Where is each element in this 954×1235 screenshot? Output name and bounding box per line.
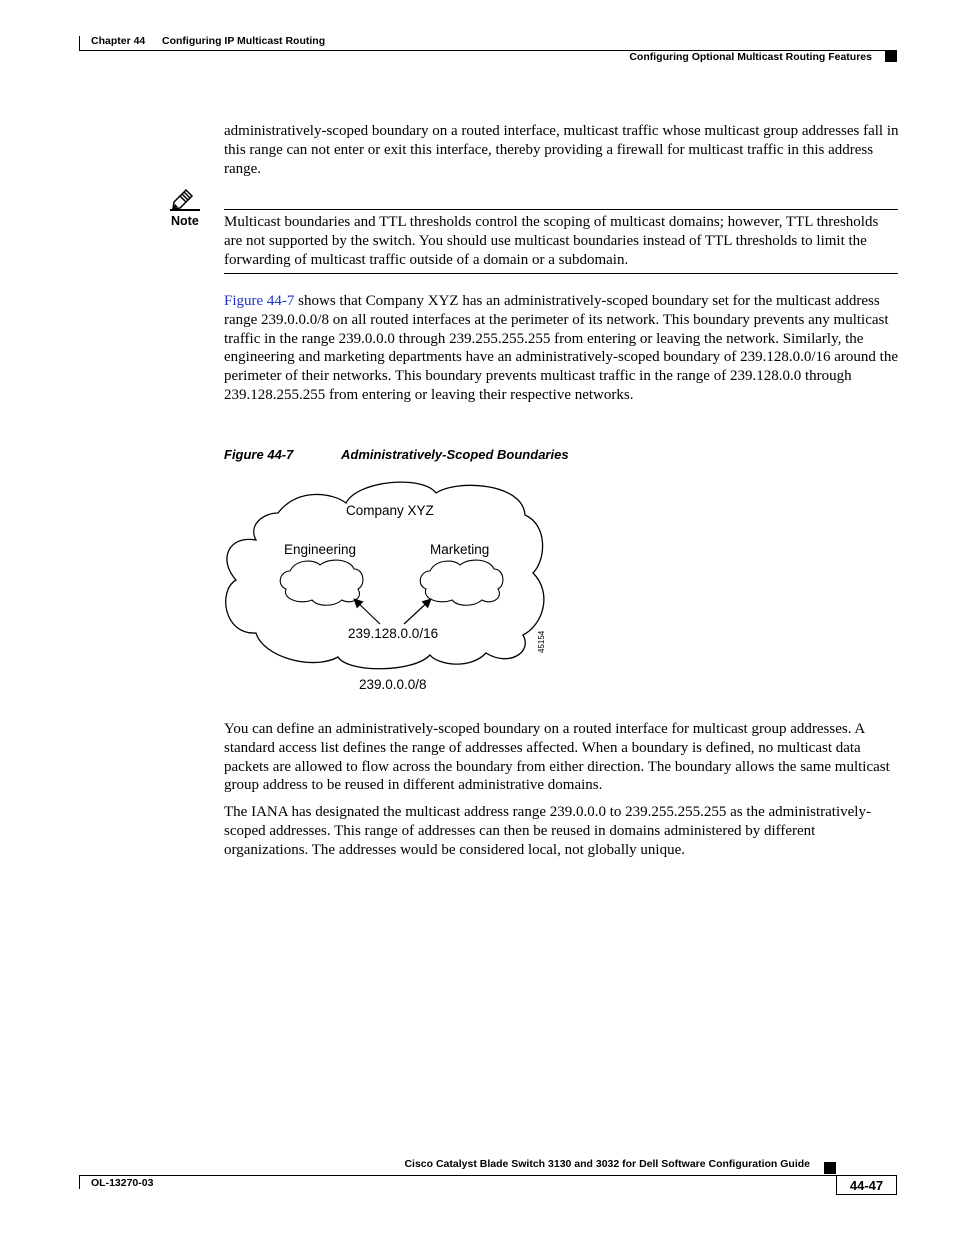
note-label: Note: [171, 214, 199, 228]
note-top-rule: [224, 209, 898, 210]
arrow-to-marketing: [404, 599, 431, 624]
arrow-to-engineering: [354, 599, 380, 624]
footer-doc-number: OL-13270-03: [91, 1177, 154, 1189]
outer-range-label: 239.0.0.0/8: [359, 677, 427, 692]
engineering-label: Engineering: [284, 542, 357, 557]
intro-paragraph: administratively-scoped boundary on a routed interface, multicast traffic whose multicast group addresses fall in this range can not enter or exit this interface, thereby providing a firewall for multicast traffic in this address range.: [224, 123, 899, 177]
figure-title: Administratively-Scoped Boundaries: [341, 447, 569, 462]
figure-number: Figure 44-7: [224, 447, 294, 462]
note-bottom-rule: [224, 273, 898, 274]
footer-rule: [79, 1175, 897, 1176]
inner-range-label: 239.128.0.0/16: [348, 626, 439, 641]
art-id-label: 45154: [537, 630, 546, 653]
note-text: Multicast boundaries and TTL thresholds control the scoping of multicast domains; however, TTL thresholds are not supported by the switch. You should use multicast boundaries instead of TTL thresholds to limit the forwarding of multicast traffic outside of a domain or a subdomain.: [224, 214, 879, 268]
header-chapter-number: Chapter 44: [91, 35, 146, 47]
engineering-cloud: [280, 560, 363, 605]
footer-left-rule: [79, 1175, 80, 1189]
marketing-cloud: [420, 560, 503, 605]
marketing-label: Marketing: [430, 542, 490, 557]
footer-marker-block: [824, 1162, 836, 1174]
boundary-definition-paragraph: You can define an administratively-scoped boundary on a routed interface for multicast group addresses. A standard access list defines the range of addresses affected. When a boundary is defined, no multicast data packets are allowed to flow across the boundary from either direction. The boundary allows the same multicast group address to be reused in different administrative domains.: [224, 721, 890, 794]
pencil-note-icon: [170, 188, 200, 212]
header-chapter-title: Configuring IP Multicast Routing: [162, 35, 326, 47]
iana-paragraph: The IANA has designated the multicast address range 239.0.0.0 to 239.255.255.255 as the administratively-scoped addresses. This range of addresses can then be reused in domains administered by different organizations. The addresses would be considered local, not globally unique.: [224, 804, 871, 858]
boundary-diagram: [218, 475, 558, 705]
figure-reference-paragraph: [224, 292, 900, 405]
page-number: 44-47: [836, 1175, 897, 1195]
header-section-title: Configuring Optional Multicast Routing Features: [629, 51, 872, 63]
figure-reference-text: shows that Company XYZ has an administratively-scoped boundary set for the multicast address range 239.0.0.0/8 on all routed interfaces at the perimeter of its network. This boundary prevents any multicast traffic in the range 239.0.0.0 through 239.255.255.255 from entering or leaving the network. Similarly, the engineering and marketing departments have an administratively-scoped boundary of 239.128.0.0/16 around the perimeter of their networks. This boundary prevents multicast traffic in the range of 239.128.0.0 through 239.128.255.255 from entering or leaving their respective networks.: [224, 293, 898, 403]
header-marker-block: [885, 50, 897, 62]
footer-guide-title: Cisco Catalyst Blade Switch 3130 and 3032 for Dell Software Configuration Guide: [404, 1158, 810, 1170]
company-xyz-label: Company XYZ: [346, 503, 434, 518]
header-left-rule: [79, 36, 80, 50]
figure-44-7-link[interactable]: Figure 44-7: [224, 293, 295, 309]
